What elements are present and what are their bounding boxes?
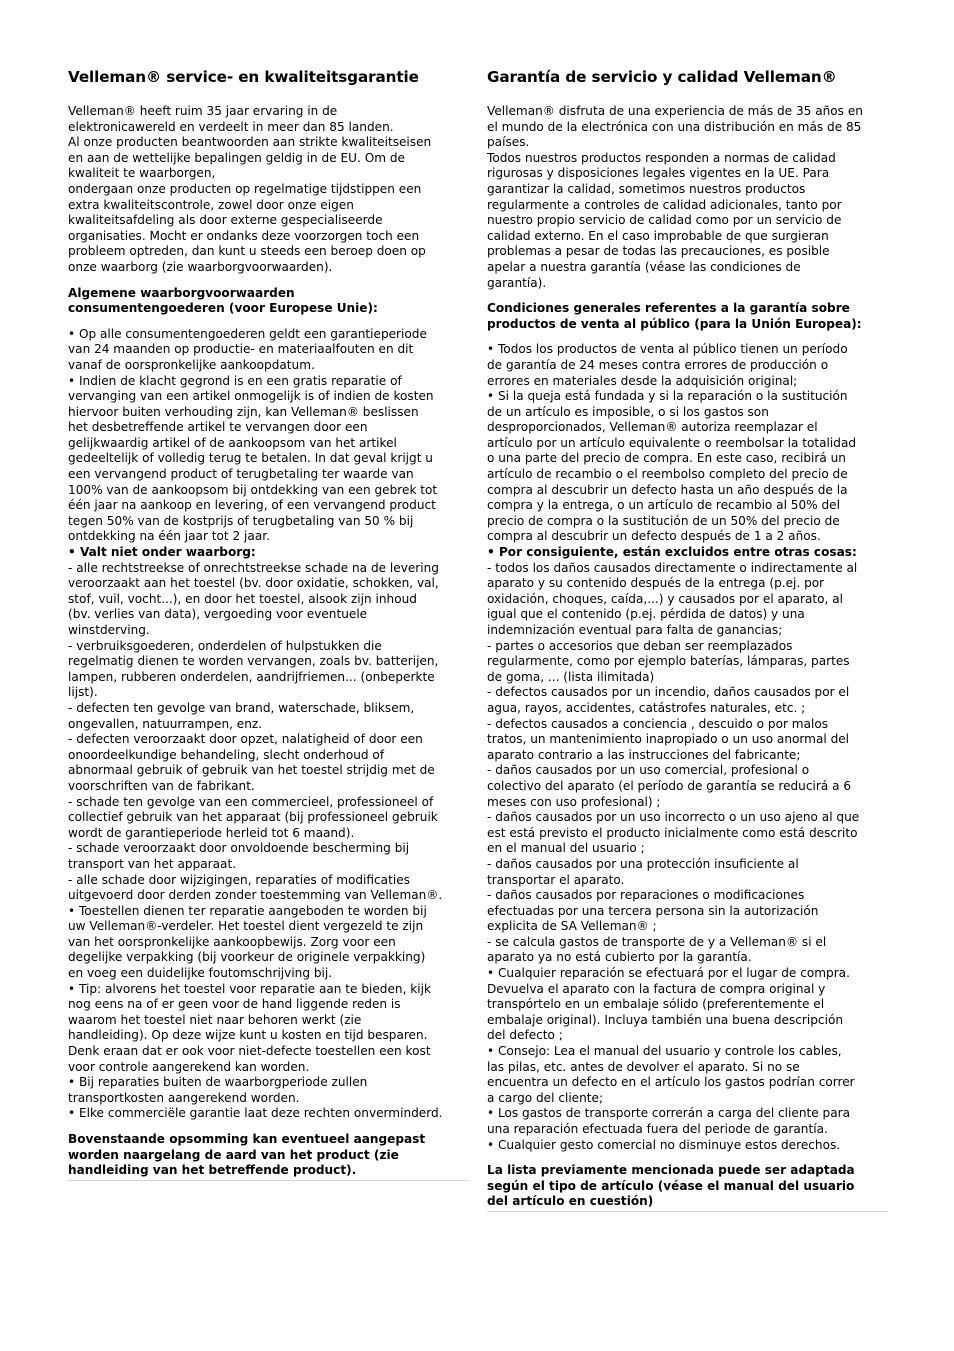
list-item: • Cualquier reparación se efectuará por el lugar de compra. Devuelva el aparato con la factura de compra original y transpórtelo en un embalaje sólido (preferentemente el embalaje original). Incluya también una buena descripción del defecto ; — [487, 966, 850, 1043]
list-item: • Toestellen dienen ter reparatie aangeboden te worden bij uw Velleman®-verdeler. Het toestel dient vergezeld te zijn van het oorspronkelijke aankoopbewijs. Zorg voor een degelijke verpakking (bij voorkeur de originele verpakking) en voeg een duidelijke foutomschrijving bij. — [68, 903, 427, 981]
dutch-intro: Velleman® heeft ruim 35 jaar ervaring in de elektronicawereld en verdeelt in meer dan 85 landen. Al onze producten beantwoorden aan strikte kwaliteitseisen en aan de wettelijke bepalingen geldig in de EU. Om de kwaliteit te waarborgen, ondergaan onze producten op regelmatige tijdstippen een extra kwaliteitscontrole, zowel door onze eigen kwaliteitsafdeling als door externe gespecialiseerde organisaties. Mocht er ondanks deze voorzorgen toch een probleem optreden, dan kunt u steeds een beroep doen op onze waarborg (zie waarborgvoorwaarden). — [68, 104, 432, 274]
spanish-intro: Velleman® disfruta de una experiencia de más de 35 años en el mundo de la electrónica con una distribución en más de 85 países. Todos nuestros productos responden a normas de calidad rigurosas y disposiciones legales vigentes en la UE. Para garantizar la calidad, sometimos nuestros productos regularmente a controles de calidad adicionales, tanto por nuestro propio servicio de calidad como por un servicio de calidad externo. En el caso improbable de que surgieran problemas a pesar de todas las precauciones, es posible apelar a nuestra garantía (véase las condiciones de garantía). — [487, 104, 863, 290]
list-item: - alle rechtstreekse of onrechtstreekse schade na de levering veroorzaakt aan het toestel (bv. door oxidatie, schokken, val, stof, vuil, vocht...), en door het toestel, alsook zijn inhoud (bv. verlies van data), vergoeding voor eventuele winstderving. — [68, 560, 439, 637]
spanish-warranty-column — [487, 66, 888, 1212]
list-item: - defecten veroorzaakt door opzet, nalatigheid of door een onoordeelkundige behandeling, slecht onderhoud of abnormaal gebruik of gebruik van het toestel strijdig met de voorschriften van de fabrikant. — [68, 732, 435, 793]
list-item: • Indien de klacht gegrond is en een gratis reparatie of vervanging van een artikel onmogelijk is of indien de kosten hiervoor buiten verhouding zijn, kan Velleman® beslissen het desbetreffende artikel te vervangen door een gelijkwaardig artikel of de aankoopsom van het artikel gedeeltelijk of volledig terug te betalen. In dat geval krijgt u een vervangend product of terugbetaling ter waarde van 100% van de aankoopsom bij ontdekking van een gebrek tot één jaar na aankoop en levering, of een vervangend product tegen 50% van de kostprijs of terugbetaling van 50 % bij ontdekking na één jaar tot 2 jaar. — [68, 373, 438, 544]
list-item: • Los gastos de transporte correrán a carga del cliente para una reparación efectuada fuera del periode de garantía. — [487, 1106, 850, 1136]
list-item: - defectos causados por un incendio, daños causados por el agua, rayos, accidentes, catástrofes naturales, etc. ; — [487, 685, 850, 715]
dutch-conditions-list — [68, 327, 470, 1122]
list-item: • Si la queja está fundada y si la reparación o la sustitución de un artículo es imposible, o si los gastos son desproporcionados, Velleman® autoriza reemplazar el artículo por un artículo equivalente o reembolsar la totalidad o una parte del precio de compra. En este caso, recibirá un artículo de recambio o el reembolso completo del precio de compra al descubrir un defecto hasta un año después de la compra y la entrega, o un artículo de recambio al 50% del precio de compra o la sustitución de un 50% del precio de compra al descubrir un defecto después de 1 a 2 años. — [487, 389, 857, 544]
dutch-title: Velleman® service- en kwaliteitsgarantie — [68, 68, 419, 86]
list-item: - todos los daños causados directamente o indirectamente al aparato y su contenido después de la entrega (p.ej. por oxidación, choques, caída,...) y causados por el aparato, al igual que el contenido (p.ej. pérdida de datos) y una indemnización eventual para falta de ganancias; — [487, 560, 858, 637]
spanish-footer-note: La lista previamente mencionada puede ser adaptada según el tipo de artículo (véase el manual del usuario del artículo en cuestión) — [487, 1163, 888, 1212]
list-item: - schade veroorzaakt door onvoldoende bescherming bij transport van het apparaat. — [68, 841, 410, 871]
list-item: - partes o accesorios que deban ser reemplazados regularmente, como por ejemplo baterías, lámparas, partes de goma, ... (lista ilimitada) — [487, 638, 850, 684]
list-item: - defecten ten gevolge van brand, waterschade, bliksem, ongevallen, natuurrampen, enz. — [68, 700, 415, 731]
dutch-subtitle: Algemene waarborgvoorwaarden consumentengoederen (voor Europese Unie): — [68, 285, 378, 316]
list-item: • Consejo: Lea el manual del usuario y controle los cables, las pilas, etc. antes de devolver el aparato. Si no se encuentra un defecto en el artículo los gastos podrían correr a cargo del cliente; — [487, 1044, 855, 1105]
dutch-warranty-column — [68, 66, 470, 1181]
list-item: - verbruiksgoederen, onderdelen of hulpstukken die regelmatig dienen te worden vervangen, zoals bv. batterijen, lampen, rubberen onderdelen, aandrijfriemen... (onbeperkte lijst). — [68, 638, 439, 700]
spanish-title: Garantía de servicio y calidad Velleman® — [487, 68, 837, 86]
list-item: - daños causados por reparaciones o modificaciones efectuadas por una tercera persona sin la autorización explicita de SA Velleman® ; — [487, 888, 819, 934]
list-item: - daños causados por un uso comercial, profesional o colectivo del aparato (el período de garantía se reducirá a 6 meses con uso profesional) ; — [487, 763, 852, 809]
spanish-conditions-list — [487, 342, 888, 1153]
list-item: - alle schade door wijzigingen, reparaties of modificaties uitgevoerd door derden zonder toestemming van Velleman®. — [68, 872, 443, 903]
list-item: - se calcula gastos de transporte de y a Velleman® si el aparato ya no está cubierto por la garantía. — [487, 934, 827, 965]
list-item: • Bij reparaties buiten de waarborgperiode zullen transportkosten aangerekend worden. — [68, 1075, 368, 1105]
list-item-heading: • Valt niet onder waarborg: — [68, 545, 256, 560]
dutch-footer-note: Bovenstaande opsomming kan eventueel aangepast worden naargelang de aard van het product (zie handleiding van het betreffende product). — [68, 1132, 470, 1181]
list-item: - defectos causados a conciencia , descuido o por malos tratos, un mantenimiento inapropiado o un uso anormal del aparato contrario a las instrucciones del fabricante; — [487, 716, 850, 762]
list-item: - daños causados por una protección insuficiente al transportar el aparato. — [487, 856, 799, 887]
spanish-subtitle: Condiciones generales referentes a la garantía sobre productos de venta al público (para la Unión Europea): — [487, 301, 862, 331]
list-item: - daños causados por un uso incorrecto o un uso ajeno al que est está previsto el producto inicialmente como está descrito en el manual del usuario ; — [487, 810, 860, 856]
list-item: • Cualquier gesto comercial no disminuye estos derechos. — [487, 1137, 841, 1152]
list-item: • Todos los productos de venta al público tienen un período de garantía de 24 meses contra errores de producción o errores en materiales desde la adquisición original; — [487, 342, 848, 388]
list-item: - schade ten gevolge van een commercieel, professioneel of collectief gebruik van het apparaat (bij professioneel gebruik wordt de garantieperiode herleid tot 6 maand). — [68, 794, 438, 840]
list-item: • Op alle consumentengoederen geldt een garantieperiode van 24 maanden op productie- en materiaalfouten en dit vanaf de oorspronkelijke aankoopdatum. — [68, 326, 427, 372]
list-item: • Elke commerciële garantie laat deze rechten onverminderd. — [68, 1106, 443, 1121]
list-item-heading: • Por consiguiente, están excluidos entre otras cosas: — [487, 545, 857, 560]
list-item: • Tip: alvorens het toestel voor reparatie aan te bieden, kijk nog eens na of er geen voor de hand liggende reden is waarom het toestel niet naar behoren werkt (zie handleiding). Op deze wijze kunt u kosten en tijd besparen. Denk eraan dat er ook voor niet-defecte toestellen een kost voor controle aangerekend kan worden. — [68, 981, 432, 1074]
